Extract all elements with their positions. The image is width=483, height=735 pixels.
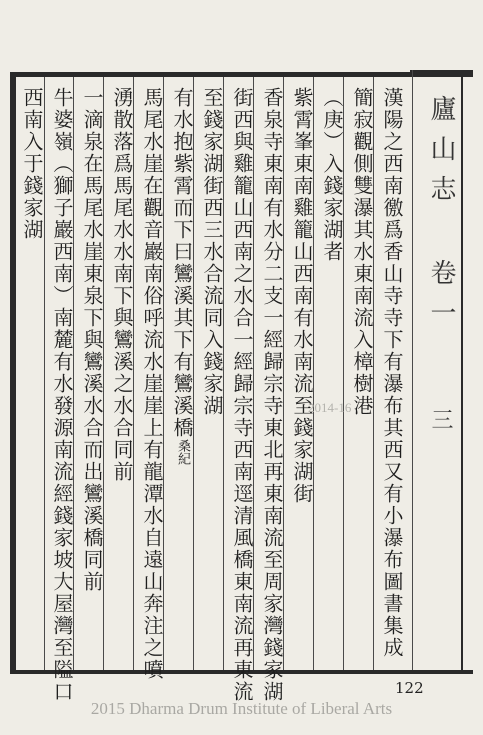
text-column: 一滴泉在馬尾水崖東泉下與鸞溪水合而出鸞溪橋同前 (80, 87, 104, 593)
text-column: 有水抱紫霄而下曰鸞溪其下有鸞溪橋桑紀 (170, 87, 194, 465)
text-column: 西南入于錢家湖 (20, 87, 44, 241)
spine-page-marker: 三 (428, 408, 453, 430)
text-column: 街西與雞籠山西南之水合一經歸宗寺西南逕清風橋東南流再東流 (230, 87, 254, 703)
text-column: 漢陽之西南徼爲香山寺寺下有瀑布其西又有小瀑布圖書集成 (380, 87, 404, 659)
text-column: 紫霄峯東南雞籠山西南有水南流至錢家湖街 (290, 87, 314, 505)
text-column: （庚）入錢家湖者 (320, 87, 344, 263)
page-number: 122 (395, 679, 424, 697)
source-note: 桑紀 (175, 439, 190, 465)
watermark: 2015 Dharma Drum Institute of Liberal Arts (90, 699, 393, 718)
text-column: 牛婆嶺（獅子巖西南）南麓有水發源南流經錢家坡大屋灣至隘口 (50, 87, 74, 703)
text-column: 馬尾水崖在觀音巖南俗呼流水崖崖上有龍潭水自遠山奔注之噴 (140, 87, 164, 681)
text-column: 簡寂觀側雙瀑其水東南流入樟樹港 (350, 87, 374, 417)
text-column: 湧散落爲馬尾水水南下與鸞溪之水合同前 (110, 87, 134, 483)
faint-watermark: 2014-16 (308, 400, 352, 415)
text-column: 香泉寺東南有水分二支一經歸宗寺東北再東南流至周家灣錢家湖 (260, 87, 284, 703)
text-column: 至錢家湖街西三水合流同入錢家湖 (200, 87, 224, 417)
spine-title: 廬山志 卷一 (426, 95, 456, 339)
